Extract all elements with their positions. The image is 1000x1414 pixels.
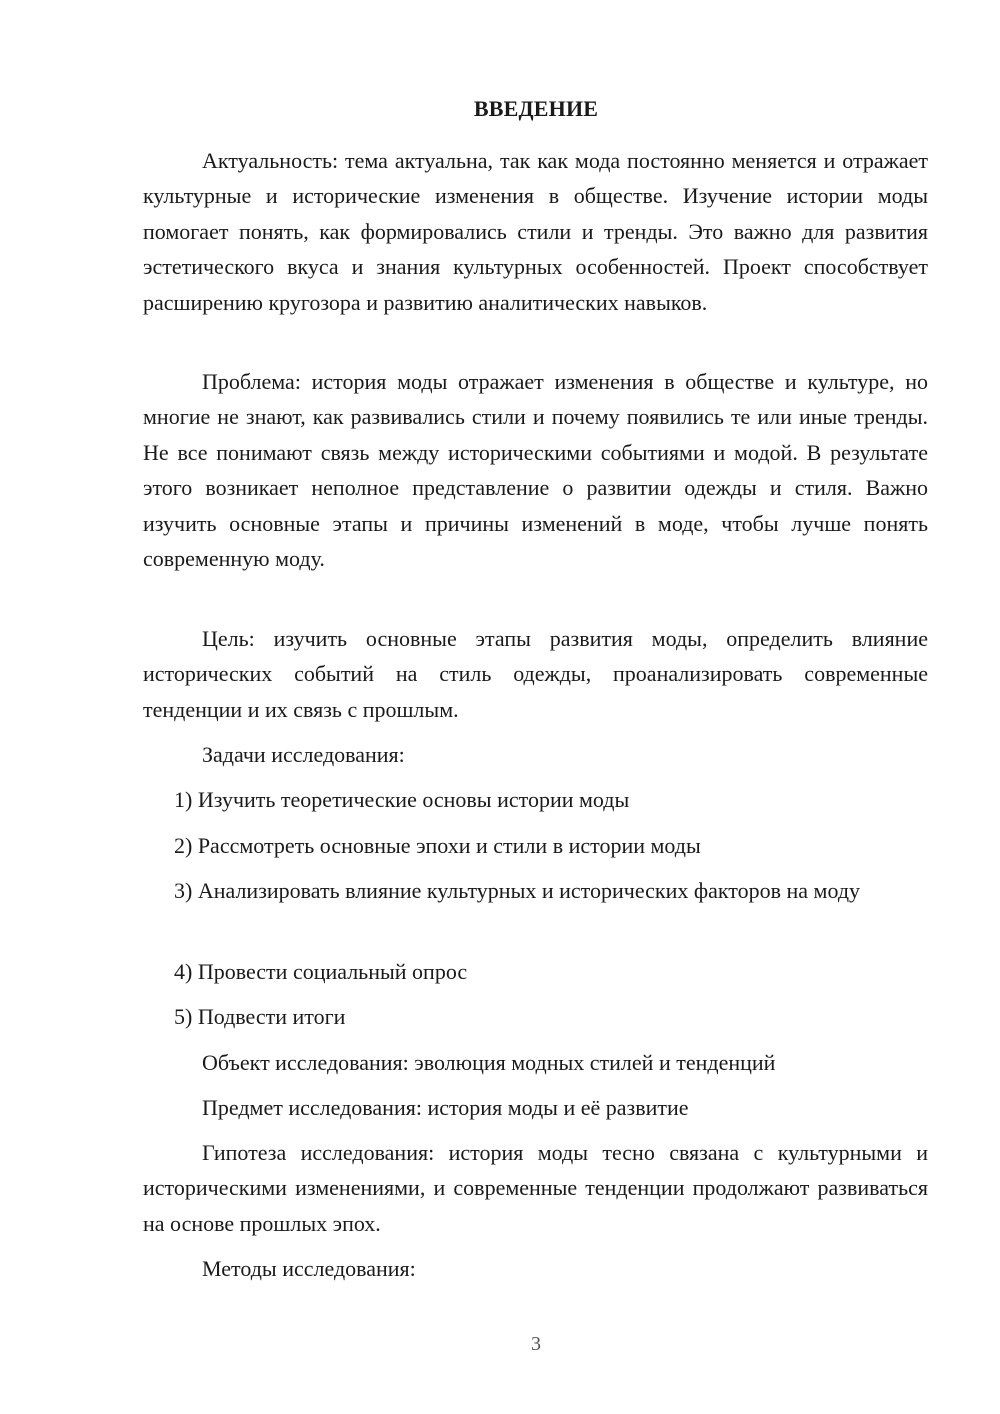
tasks-heading: Задачи исследования: [202,742,405,767]
object-paragraph: Объект исследования: эволюция модных стилей и тенденций [202,1050,776,1075]
problem-paragraph: Проблема: история моды отражает изменения в обществе и культуре, но многие не знают, как развивались стили и почему появились те или иные тренды. Не все понимают связь между историческими событиями и модой. В результате этого возникает неполное представление о развитии одежды и стиля. Важно изучить основные этапы и причины изменений в моде, чтобы лучше понять современную моду. [143,369,928,572]
task-item-5: 5) Подвести итоги [174,1004,346,1029]
relevance-paragraph: Актуальность: тема актуальна, так как мода постоянно меняется и отражает культурные и исторические изменения в обществе. Изучение истории моды помогает понять, как формировались стили и тренды. Это важно для развития эстетического вкуса и знания культурных особенностей. Проект способствует расширению кругозора и развитию аналитических навыков. [143,148,928,315]
goal-paragraph: Цель: изучить основные этапы развития моды, определить влияние исторических событий на стиль одежды, проанализировать современные тенденции и их связь с прошлым. [143,626,928,722]
methods-heading: Методы исследования: [202,1256,416,1281]
subject-paragraph: Предмет исследования: история моды и её развитие [202,1095,689,1120]
hypothesis-paragraph: Гипотеза исследования: история моды тесно связана с культурными и историческими изменениями, и современные тенденции продолжают развиваться на основе прошлых эпох. [143,1140,928,1236]
task-item-3: 3) Анализировать влияние культурных и исторических факторов на моду [174,878,861,903]
section-heading: ВВЕДЕНИЕ [473,96,599,121]
task-item-2: 2) Рассмотреть основные эпохи и стили в истории моды [174,833,701,858]
task-item-4: 4) Провести социальный опрос [174,959,468,984]
page-number: 3 [531,1333,541,1355]
task-item-1: 1) Изучить теоретические основы истории моды [174,787,630,812]
